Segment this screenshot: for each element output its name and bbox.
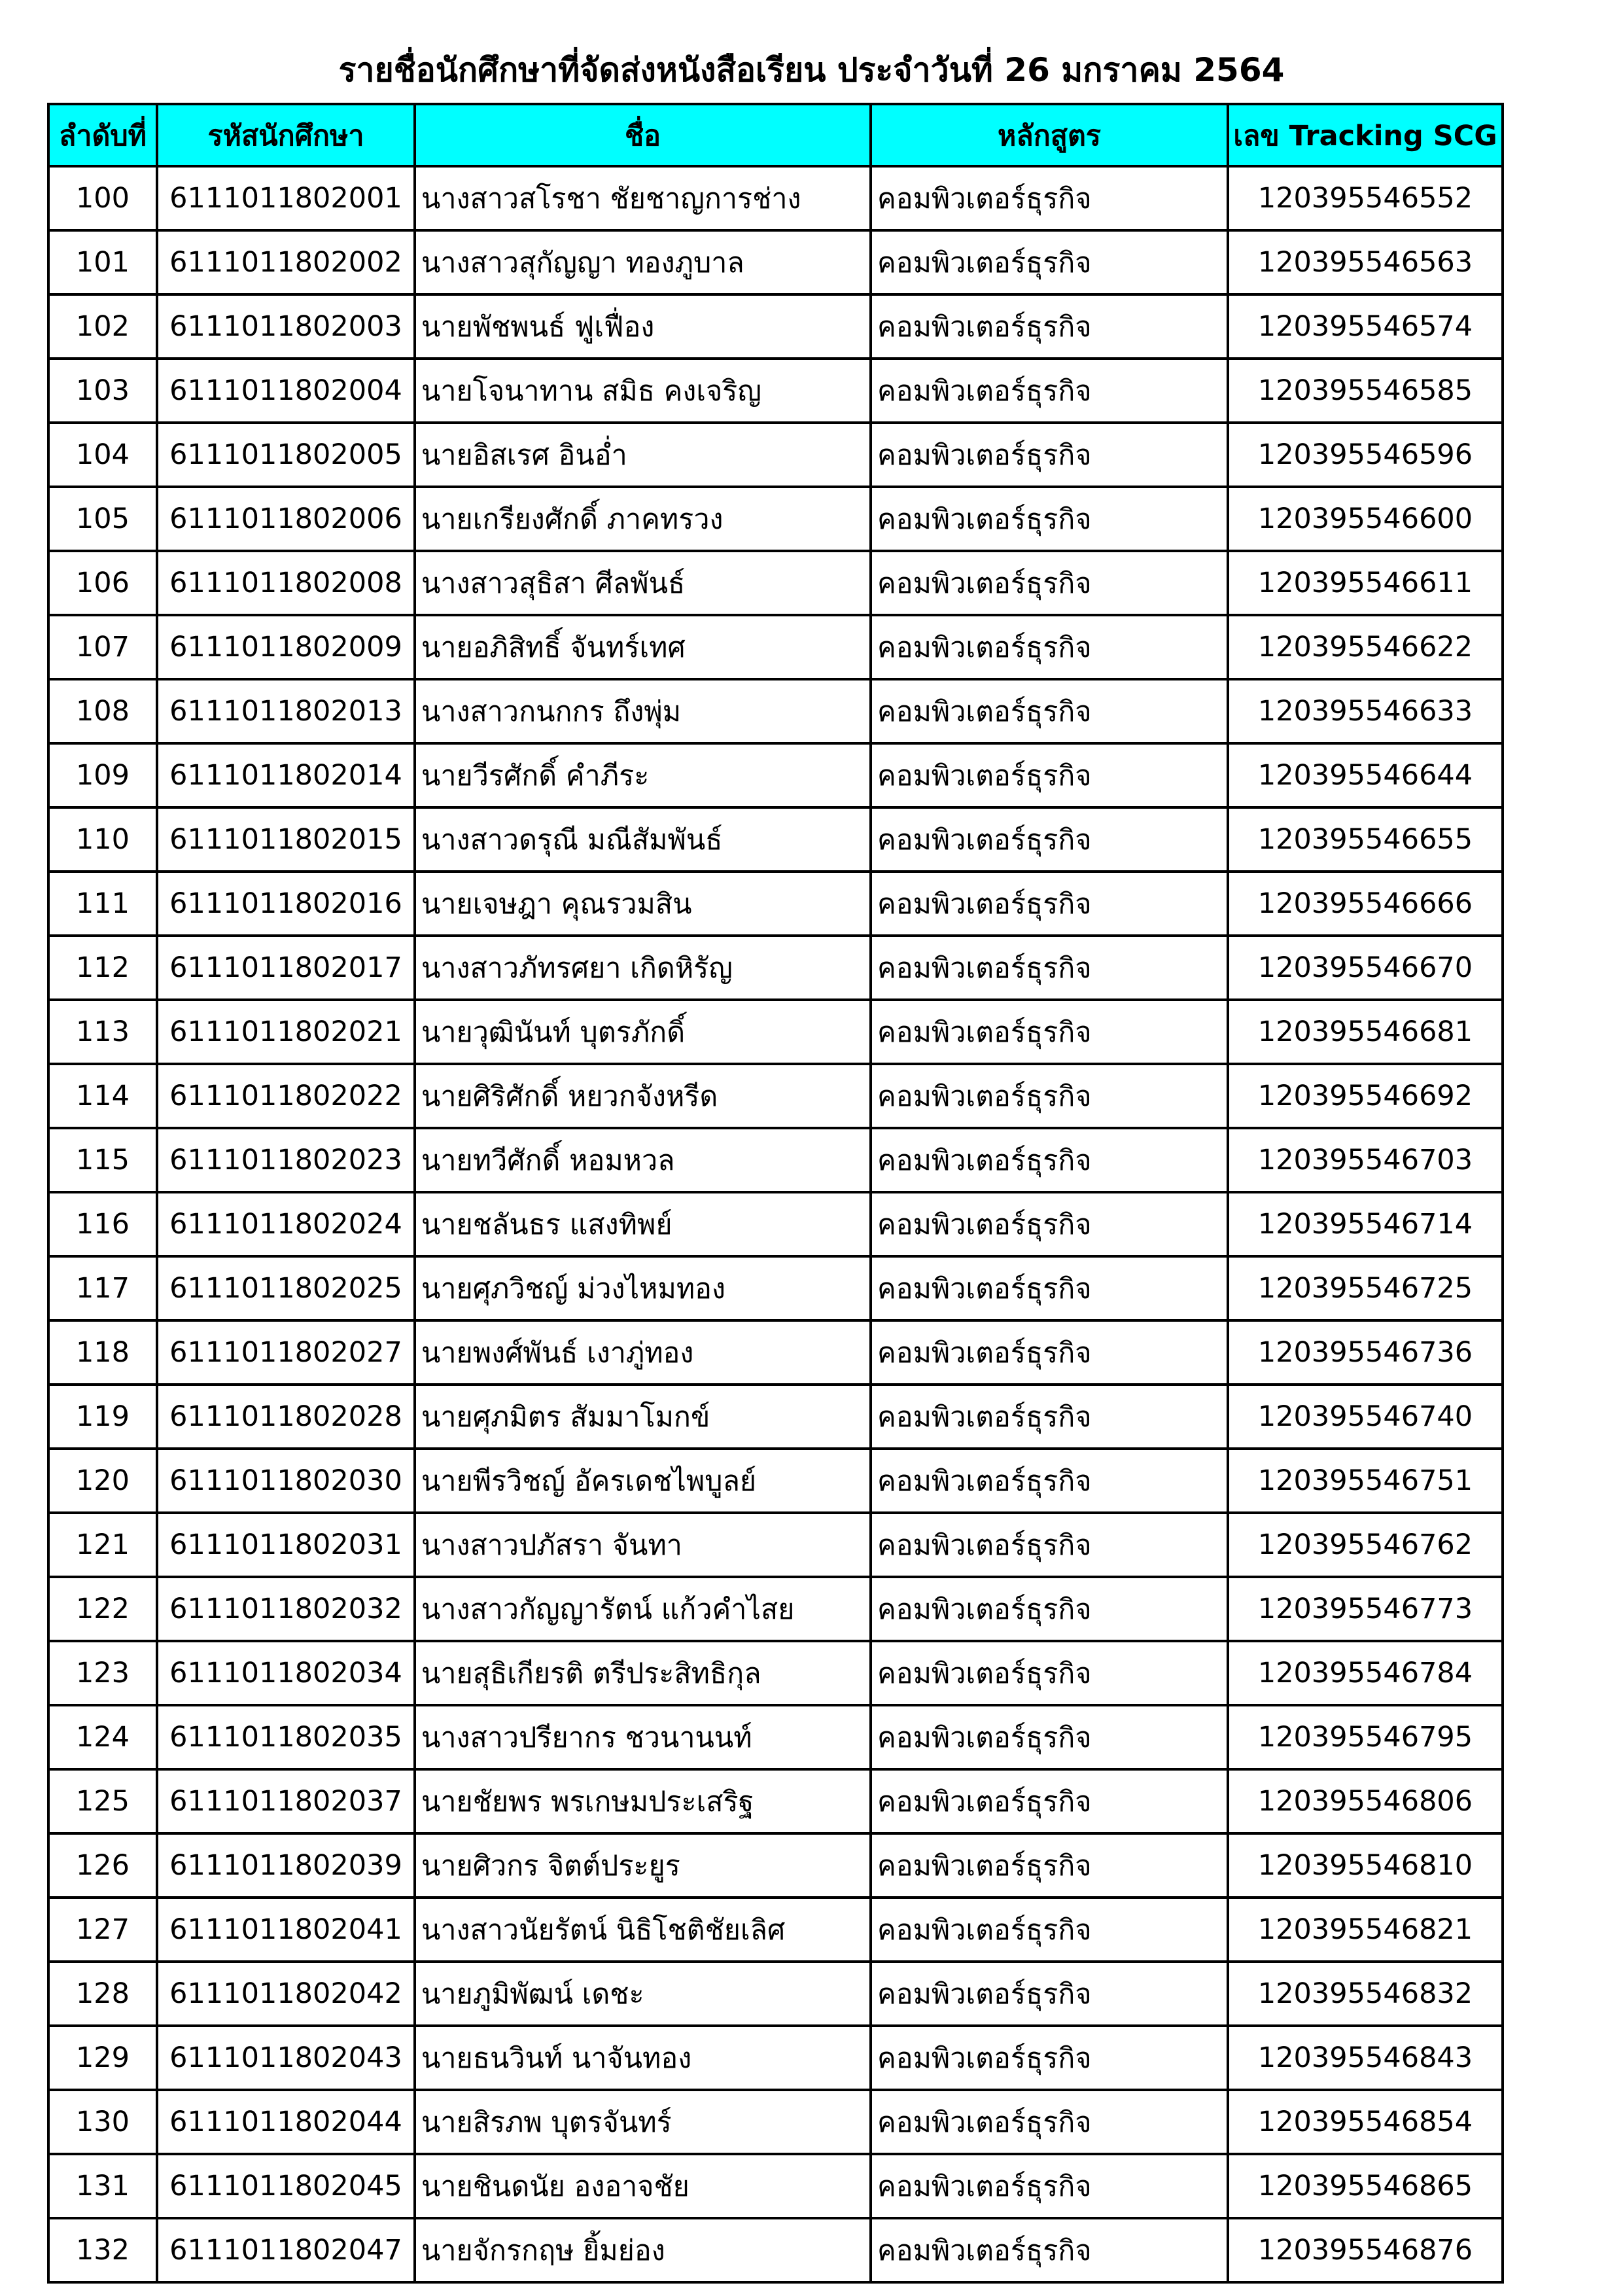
table-row	[48, 615, 1503, 679]
cell-no: 131	[48, 2154, 157, 2218]
cell-course: คอมพิวเตอร์ธุรกิจ	[871, 936, 1228, 1000]
cell-no: 102	[48, 294, 157, 359]
cell-student-id: 6111011802035	[157, 1705, 415, 1769]
cell-name: นางสาวกนกกร ถึงพุ่ม	[415, 679, 871, 743]
cell-no: 111	[48, 872, 157, 936]
cell-no: 119	[48, 1385, 157, 1449]
cell-student-id: 6111011802021	[157, 1000, 415, 1064]
column-header-course: หลักสูตร	[871, 104, 1228, 166]
cell-name: นายศิริศักดิ์ หยวกจังหรีด	[415, 1064, 871, 1128]
cell-name: นายศิวกร จิตต์ประยูร	[415, 1833, 871, 1898]
cell-student-id: 6111011802006	[157, 487, 415, 551]
table-row	[48, 1064, 1503, 1128]
cell-tracking: 120395546611	[1228, 551, 1503, 615]
cell-tracking: 120395546666	[1228, 872, 1503, 936]
cell-no: 112	[48, 936, 157, 1000]
cell-course: คอมพิวเตอร์ธุรกิจ	[871, 2218, 1228, 2282]
cell-name: นายทวีศักดิ์ หอมหวล	[415, 1128, 871, 1192]
cell-name: นางสาวปรียากร ชวนานนท์	[415, 1705, 871, 1769]
cell-course: คอมพิวเตอร์ธุรกิจ	[871, 1385, 1228, 1449]
cell-no: 103	[48, 359, 157, 423]
cell-course: คอมพิวเตอร์ธุรกิจ	[871, 1962, 1228, 2026]
cell-tracking: 120395546600	[1228, 487, 1503, 551]
cell-no: 100	[48, 166, 157, 230]
cell-no: 106	[48, 551, 157, 615]
cell-course: คอมพิวเตอร์ธุรกิจ	[871, 551, 1228, 615]
cell-course: คอมพิวเตอร์ธุรกิจ	[871, 230, 1228, 294]
cell-student-id: 6111011802037	[157, 1769, 415, 1833]
cell-name: นางสาวดรุณี มณีสัมพันธ์	[415, 807, 871, 872]
cell-name: นายภูมิพัฒน์ เดชะ	[415, 1962, 871, 2026]
table-row	[48, 1705, 1503, 1769]
table-row	[48, 487, 1503, 551]
cell-tracking: 120395546644	[1228, 743, 1503, 807]
cell-name: นายพงศ์พันธ์ เงาภู่ทอง	[415, 1320, 871, 1385]
cell-name: นายชินดนัย องอาจชัย	[415, 2154, 871, 2218]
cell-no: 128	[48, 1962, 157, 2026]
cell-course: คอมพิวเตอร์ธุรกิจ	[871, 1769, 1228, 1833]
cell-tracking: 120395546832	[1228, 1962, 1503, 2026]
cell-course: คอมพิวเตอร์ธุรกิจ	[871, 1513, 1228, 1577]
cell-name: นายธนวินท์ นาจันทอง	[415, 2026, 871, 2090]
cell-name: นางสาวภัทรศยา เกิดหิรัญ	[415, 936, 871, 1000]
cell-no: 109	[48, 743, 157, 807]
cell-tracking: 120395546773	[1228, 1577, 1503, 1641]
cell-student-id: 6111011802039	[157, 1833, 415, 1898]
cell-no: 105	[48, 487, 157, 551]
column-header-no: ลำดับที่	[48, 104, 157, 166]
cell-tracking: 120395546740	[1228, 1385, 1503, 1449]
cell-no: 107	[48, 615, 157, 679]
table-row	[48, 936, 1503, 1000]
cell-no: 125	[48, 1769, 157, 1833]
table-row	[48, 166, 1503, 230]
cell-course: คอมพิวเตอร์ธุรกิจ	[871, 872, 1228, 936]
cell-tracking: 120395546622	[1228, 615, 1503, 679]
table-row	[48, 1833, 1503, 1898]
cell-tracking: 120395546552	[1228, 166, 1503, 230]
cell-no: 127	[48, 1898, 157, 1962]
cell-name: นางสาวสุกัญญา ทองภูบาล	[415, 230, 871, 294]
cell-course: คอมพิวเตอร์ธุรกิจ	[871, 1064, 1228, 1128]
cell-student-id: 6111011802008	[157, 551, 415, 615]
cell-tracking: 120395546843	[1228, 2026, 1503, 2090]
table-row	[48, 872, 1503, 936]
cell-student-id: 6111011802001	[157, 166, 415, 230]
table-row	[48, 294, 1503, 359]
cell-course: คอมพิวเตอร์ธุรกิจ	[871, 1192, 1228, 1256]
cell-no: 124	[48, 1705, 157, 1769]
cell-student-id: 6111011802042	[157, 1962, 415, 2026]
cell-tracking: 120395546784	[1228, 1641, 1503, 1705]
cell-course: คอมพิวเตอร์ธุรกิจ	[871, 1705, 1228, 1769]
table-row	[48, 743, 1503, 807]
table-row	[48, 2154, 1503, 2218]
table-row	[48, 1513, 1503, 1577]
table-row	[48, 230, 1503, 294]
cell-no: 121	[48, 1513, 157, 1577]
cell-student-id: 6111011802028	[157, 1385, 415, 1449]
cell-course: คอมพิวเตอร์ธุรกิจ	[871, 166, 1228, 230]
table-row	[48, 2026, 1503, 2090]
cell-student-id: 6111011802032	[157, 1577, 415, 1641]
cell-student-id: 6111011802005	[157, 423, 415, 487]
cell-name: นายศุภมิตร สัมมาโมกข์	[415, 1385, 871, 1449]
table-row	[48, 1320, 1503, 1385]
table-row	[48, 1385, 1503, 1449]
cell-student-id: 6111011802045	[157, 2154, 415, 2218]
cell-course: คอมพิวเตอร์ธุรกิจ	[871, 615, 1228, 679]
cell-name: นายอิสเรศ อินอ่ำ	[415, 423, 871, 487]
cell-name: นายโจนาทาน สมิธ คงเจริญ	[415, 359, 871, 423]
cell-course: คอมพิวเตอร์ธุรกิจ	[871, 1641, 1228, 1705]
cell-no: 126	[48, 1833, 157, 1898]
cell-tracking: 120395546596	[1228, 423, 1503, 487]
cell-tracking: 120395546563	[1228, 230, 1503, 294]
table-row	[48, 1128, 1503, 1192]
cell-name: นางสาวสุธิสา ศีลพันธ์	[415, 551, 871, 615]
cell-course: คอมพิวเตอร์ธุรกิจ	[871, 423, 1228, 487]
column-header-name: ชื่อ	[415, 104, 871, 166]
cell-name: นางสาวกัญญารัตน์ แก้วคำไสย	[415, 1577, 871, 1641]
cell-course: คอมพิวเตอร์ธุรกิจ	[871, 1449, 1228, 1513]
cell-course: คอมพิวเตอร์ธุรกิจ	[871, 807, 1228, 872]
cell-student-id: 6111011802022	[157, 1064, 415, 1128]
cell-course: คอมพิวเตอร์ธุรกิจ	[871, 2154, 1228, 2218]
cell-tracking: 120395546751	[1228, 1449, 1503, 1513]
table-row	[48, 1256, 1503, 1320]
cell-tracking: 120395546762	[1228, 1513, 1503, 1577]
table-row	[48, 1577, 1503, 1641]
cell-no: 120	[48, 1449, 157, 1513]
cell-tracking: 120395546821	[1228, 1898, 1503, 1962]
cell-name: นางสาวปภัสรา จันทา	[415, 1513, 871, 1577]
cell-student-id: 6111011802043	[157, 2026, 415, 2090]
cell-student-id: 6111011802041	[157, 1898, 415, 1962]
cell-no: 123	[48, 1641, 157, 1705]
student-table	[47, 103, 1504, 2284]
cell-student-id: 6111011802031	[157, 1513, 415, 1577]
page-title: รายชื่อนักศึกษาที่จัดส่งหนังสือเรียน ประจำวันที่ 26 มกราคม 2564	[338, 51, 1285, 89]
cell-student-id: 6111011802013	[157, 679, 415, 743]
cell-course: คอมพิวเตอร์ธุรกิจ	[871, 2026, 1228, 2090]
table-row	[48, 1962, 1503, 2026]
table-row	[48, 1000, 1503, 1064]
cell-course: คอมพิวเตอร์ธุรกิจ	[871, 1000, 1228, 1064]
cell-tracking: 120395546810	[1228, 1833, 1503, 1898]
cell-tracking: 120395546633	[1228, 679, 1503, 743]
cell-no: 132	[48, 2218, 157, 2282]
cell-tracking: 120395546681	[1228, 1000, 1503, 1064]
cell-course: คอมพิวเตอร์ธุรกิจ	[871, 679, 1228, 743]
cell-name: นายวีรศักดิ์ คำภีระ	[415, 743, 871, 807]
cell-name: นางสาวสโรชา ชัยชาญการช่าง	[415, 166, 871, 230]
table-row	[48, 423, 1503, 487]
cell-course: คอมพิวเตอร์ธุรกิจ	[871, 1320, 1228, 1385]
cell-name: นายพีรวิชญ์ อัครเดชไพบูลย์	[415, 1449, 871, 1513]
cell-no: 122	[48, 1577, 157, 1641]
cell-student-id: 6111011802044	[157, 2090, 415, 2154]
cell-student-id: 6111011802015	[157, 807, 415, 872]
cell-student-id: 6111011802024	[157, 1192, 415, 1256]
cell-student-id: 6111011802004	[157, 359, 415, 423]
cell-no: 116	[48, 1192, 157, 1256]
cell-name: นายเกรียงศักดิ์ ภาคทรวง	[415, 487, 871, 551]
cell-course: คอมพิวเตอร์ธุรกิจ	[871, 2090, 1228, 2154]
table-row	[48, 2090, 1503, 2154]
cell-tracking: 120395546655	[1228, 807, 1503, 872]
cell-no: 117	[48, 1256, 157, 1320]
table-row	[48, 359, 1503, 423]
cell-tracking: 120395546854	[1228, 2090, 1503, 2154]
cell-course: คอมพิวเตอร์ธุรกิจ	[871, 1128, 1228, 1192]
cell-no: 113	[48, 1000, 157, 1064]
cell-tracking: 120395546670	[1228, 936, 1503, 1000]
cell-name: นายเจษฎา คุณรวมสิน	[415, 872, 871, 936]
table-row	[48, 551, 1503, 615]
cell-no: 108	[48, 679, 157, 743]
cell-name: นายสิรภพ บุตรจันทร์	[415, 2090, 871, 2154]
cell-no: 110	[48, 807, 157, 872]
cell-name: นายศุภวิชญ์ ม่วงไหมทอง	[415, 1256, 871, 1320]
cell-course: คอมพิวเตอร์ธุรกิจ	[871, 294, 1228, 359]
cell-tracking: 120395546876	[1228, 2218, 1503, 2282]
table-row	[48, 1192, 1503, 1256]
table-row	[48, 679, 1503, 743]
cell-name: นายวุฒินันท์ บุตรภักดิ์	[415, 1000, 871, 1064]
table-row	[48, 1641, 1503, 1705]
cell-tracking: 120395546714	[1228, 1192, 1503, 1256]
cell-tracking: 120395546703	[1228, 1128, 1503, 1192]
cell-tracking: 120395546795	[1228, 1705, 1503, 1769]
cell-name: นายชัยพร พรเกษมประเสริฐ	[415, 1769, 871, 1833]
cell-no: 101	[48, 230, 157, 294]
column-header-tracking: เลข Tracking SCG	[1228, 104, 1503, 166]
cell-student-id: 6111011802047	[157, 2218, 415, 2282]
cell-course: คอมพิวเตอร์ธุรกิจ	[871, 743, 1228, 807]
cell-student-id: 6111011802034	[157, 1641, 415, 1705]
cell-student-id: 6111011802002	[157, 230, 415, 294]
cell-no: 115	[48, 1128, 157, 1192]
cell-student-id: 6111011802017	[157, 936, 415, 1000]
cell-course: คอมพิวเตอร์ธุรกิจ	[871, 487, 1228, 551]
cell-tracking: 120395546736	[1228, 1320, 1503, 1385]
cell-student-id: 6111011802025	[157, 1256, 415, 1320]
cell-tracking: 120395546865	[1228, 2154, 1503, 2218]
column-header-student-id: รหัสนักศึกษา	[157, 104, 415, 166]
cell-student-id: 6111011802027	[157, 1320, 415, 1385]
cell-tracking: 120395546806	[1228, 1769, 1503, 1833]
cell-course: คอมพิวเตอร์ธุรกิจ	[871, 359, 1228, 423]
cell-course: คอมพิวเตอร์ธุรกิจ	[871, 1898, 1228, 1962]
cell-student-id: 6111011802003	[157, 294, 415, 359]
cell-student-id: 6111011802009	[157, 615, 415, 679]
cell-no: 104	[48, 423, 157, 487]
cell-name: นายจักรกฤษ ยิ้มย่อง	[415, 2218, 871, 2282]
cell-tracking: 120395546692	[1228, 1064, 1503, 1128]
cell-course: คอมพิวเตอร์ธุรกิจ	[871, 1256, 1228, 1320]
cell-no: 130	[48, 2090, 157, 2154]
cell-no: 118	[48, 1320, 157, 1385]
table-row	[48, 807, 1503, 872]
cell-student-id: 6111011802016	[157, 872, 415, 936]
cell-name: นายชลันธร แสงทิพย์	[415, 1192, 871, 1256]
cell-name: นายพัชพนธ์ ฟูเฟื่อง	[415, 294, 871, 359]
cell-no: 114	[48, 1064, 157, 1128]
cell-tracking: 120395546725	[1228, 1256, 1503, 1320]
table-row	[48, 1449, 1503, 1513]
cell-name: นางสาวนัยรัตน์ นิธิโชติชัยเลิศ	[415, 1898, 871, 1962]
cell-name: นายอภิสิทธิ์ จันทร์เทศ	[415, 615, 871, 679]
table-header-row	[48, 104, 1503, 166]
table-row	[48, 2218, 1503, 2282]
cell-course: คอมพิวเตอร์ธุรกิจ	[871, 1833, 1228, 1898]
cell-student-id: 6111011802030	[157, 1449, 415, 1513]
cell-course: คอมพิวเตอร์ธุรกิจ	[871, 1577, 1228, 1641]
cell-student-id: 6111011802023	[157, 1128, 415, 1192]
table-row	[48, 1898, 1503, 1962]
cell-tracking: 120395546574	[1228, 294, 1503, 359]
table-row	[48, 1769, 1503, 1833]
cell-name: นายสุธิเกียรติ ตรีประสิทธิกุล	[415, 1641, 871, 1705]
cell-student-id: 6111011802014	[157, 743, 415, 807]
cell-no: 129	[48, 2026, 157, 2090]
cell-tracking: 120395546585	[1228, 359, 1503, 423]
